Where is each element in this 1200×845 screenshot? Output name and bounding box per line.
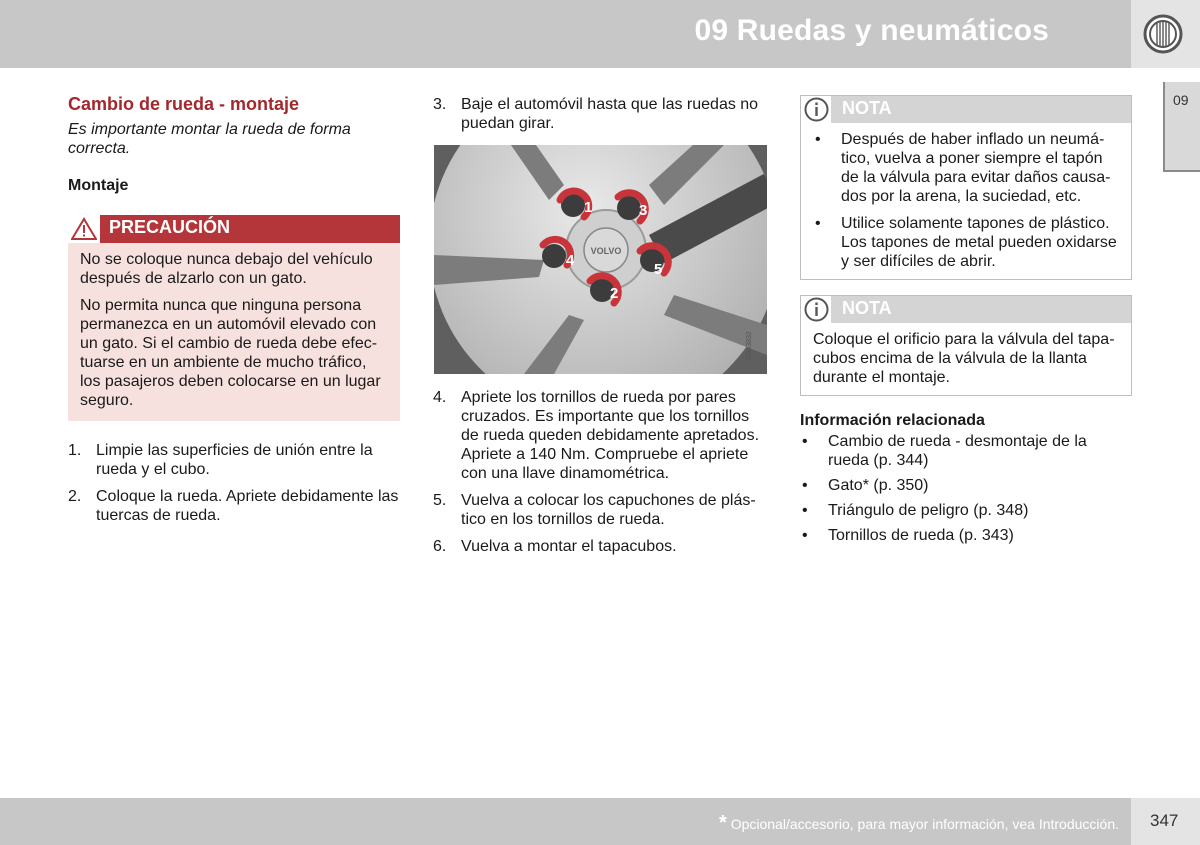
warning-triangle-icon [71,217,97,241]
section-title: Cambio de rueda - montaje [68,94,300,114]
column-middle [433,95,768,564]
svg-text:3: 3 [639,202,648,219]
note-header [801,296,1131,323]
caution-label: PRECAUCIÓN [109,217,231,237]
note-text: Coloque el orificio para la válvula del tapacubos encima de la válvula de la llanta durante el montaje. [813,331,1115,386]
header-icon-box [1131,0,1200,68]
page-footer [0,798,1131,845]
list-item: 3. Baje el automóvil hasta que las ruedas no puedan girar. [433,96,759,132]
caution-box [68,215,400,421]
related-info-list [800,432,1132,545]
note-box-1 [800,95,1132,280]
svg-text:G043832: G043832 [746,331,753,360]
steps-list-3 [433,388,768,556]
related-link[interactable]: • Triángulo de peligro (p. 348) [802,502,1029,519]
steps-list-2 [433,95,768,133]
page-header [0,0,1131,68]
chapter-tab [1163,82,1200,172]
list-item: 2. Coloque la rueda. Apriete debidamente las tuercas de rueda. [68,488,399,524]
chapter-tab-label: 09 [1173,92,1189,108]
list-item: 6. Vuelva a montar el tapacubos. [433,538,677,555]
list-item: 1. Limpie las superficies de unión entre la rueda y el cubo. [68,442,373,478]
svg-text:2: 2 [610,285,619,302]
footer-asterisk: * [719,812,727,834]
caution-text-1: No se coloque nunca debajo del vehículo después de alzarlo con un gato. [80,251,373,287]
steps-list-1 [68,441,400,525]
column-right [800,95,1132,551]
note-label: NOTA [842,98,892,118]
subsection-title: Montaje [68,177,129,194]
caution-text-2: No permita nunca que ninguna persona permanezca en un automóvil elevado con un gato. Si el cambio de rueda debe efectuarse en un ambiente de mucho tráfico, los pasajeros deben colocarse en un lugar seguro. [80,297,381,409]
svg-text:4: 4 [566,252,575,269]
related-link[interactable]: • Gato* (p. 350) [802,477,929,494]
list-item: 4. Apriete los tornillos de rueda por pares cruzados. Es importante que los tornillos de rueda queden debidamente apretados. Apriete a 140 Nm. Compruebe el apriete con una llave dinamométrica. [433,389,760,482]
note-box-2 [800,295,1132,396]
footer-note-text: Opcional/accesorio, para mayor información, vea Introducción. [730,816,1119,832]
list-item: • Utilice solamente tapones de plástico. Los tapones de metal pueden oxidarse y ser difíciles de abrir. [815,215,1117,270]
chapter-title: 09 Ruedas y neumáticos [694,14,1049,47]
page-number: 347 [1150,811,1179,830]
section-intro: Es importante montar la rueda de forma correcta. [68,121,351,157]
related-link[interactable]: • Tornillos de rueda (p. 343) [802,527,1014,544]
caution-header [68,215,400,243]
info-icon [804,297,829,322]
svg-text:1: 1 [584,199,593,216]
list-item: • Después de haber inflado un neumático, vuelva a poner siempre el tapón de la válvula para evitar daños causados por la arena, la suciedad, etc. [815,131,1111,205]
info-icon [804,97,829,122]
list-item: 5. Vuelva a colocar los capuchones de plástico en los tornillos de rueda. [433,492,756,528]
wheel-image [434,145,767,374]
wheel-bolts-illustration [434,145,767,374]
note-header [801,96,1131,123]
related-info-title: Información relacionada [800,412,985,429]
related-link[interactable]: • Cambio de rueda - desmontaje de la rueda (p. 344) [802,433,1087,469]
svg-text:VOLVO: VOLVO [590,246,622,256]
note-label: NOTA [842,298,892,318]
column-left [68,95,400,533]
footer-note [719,812,1119,835]
svg-text:5: 5 [654,261,663,278]
tire-icon [1143,14,1183,54]
page-number-box [1131,798,1200,845]
